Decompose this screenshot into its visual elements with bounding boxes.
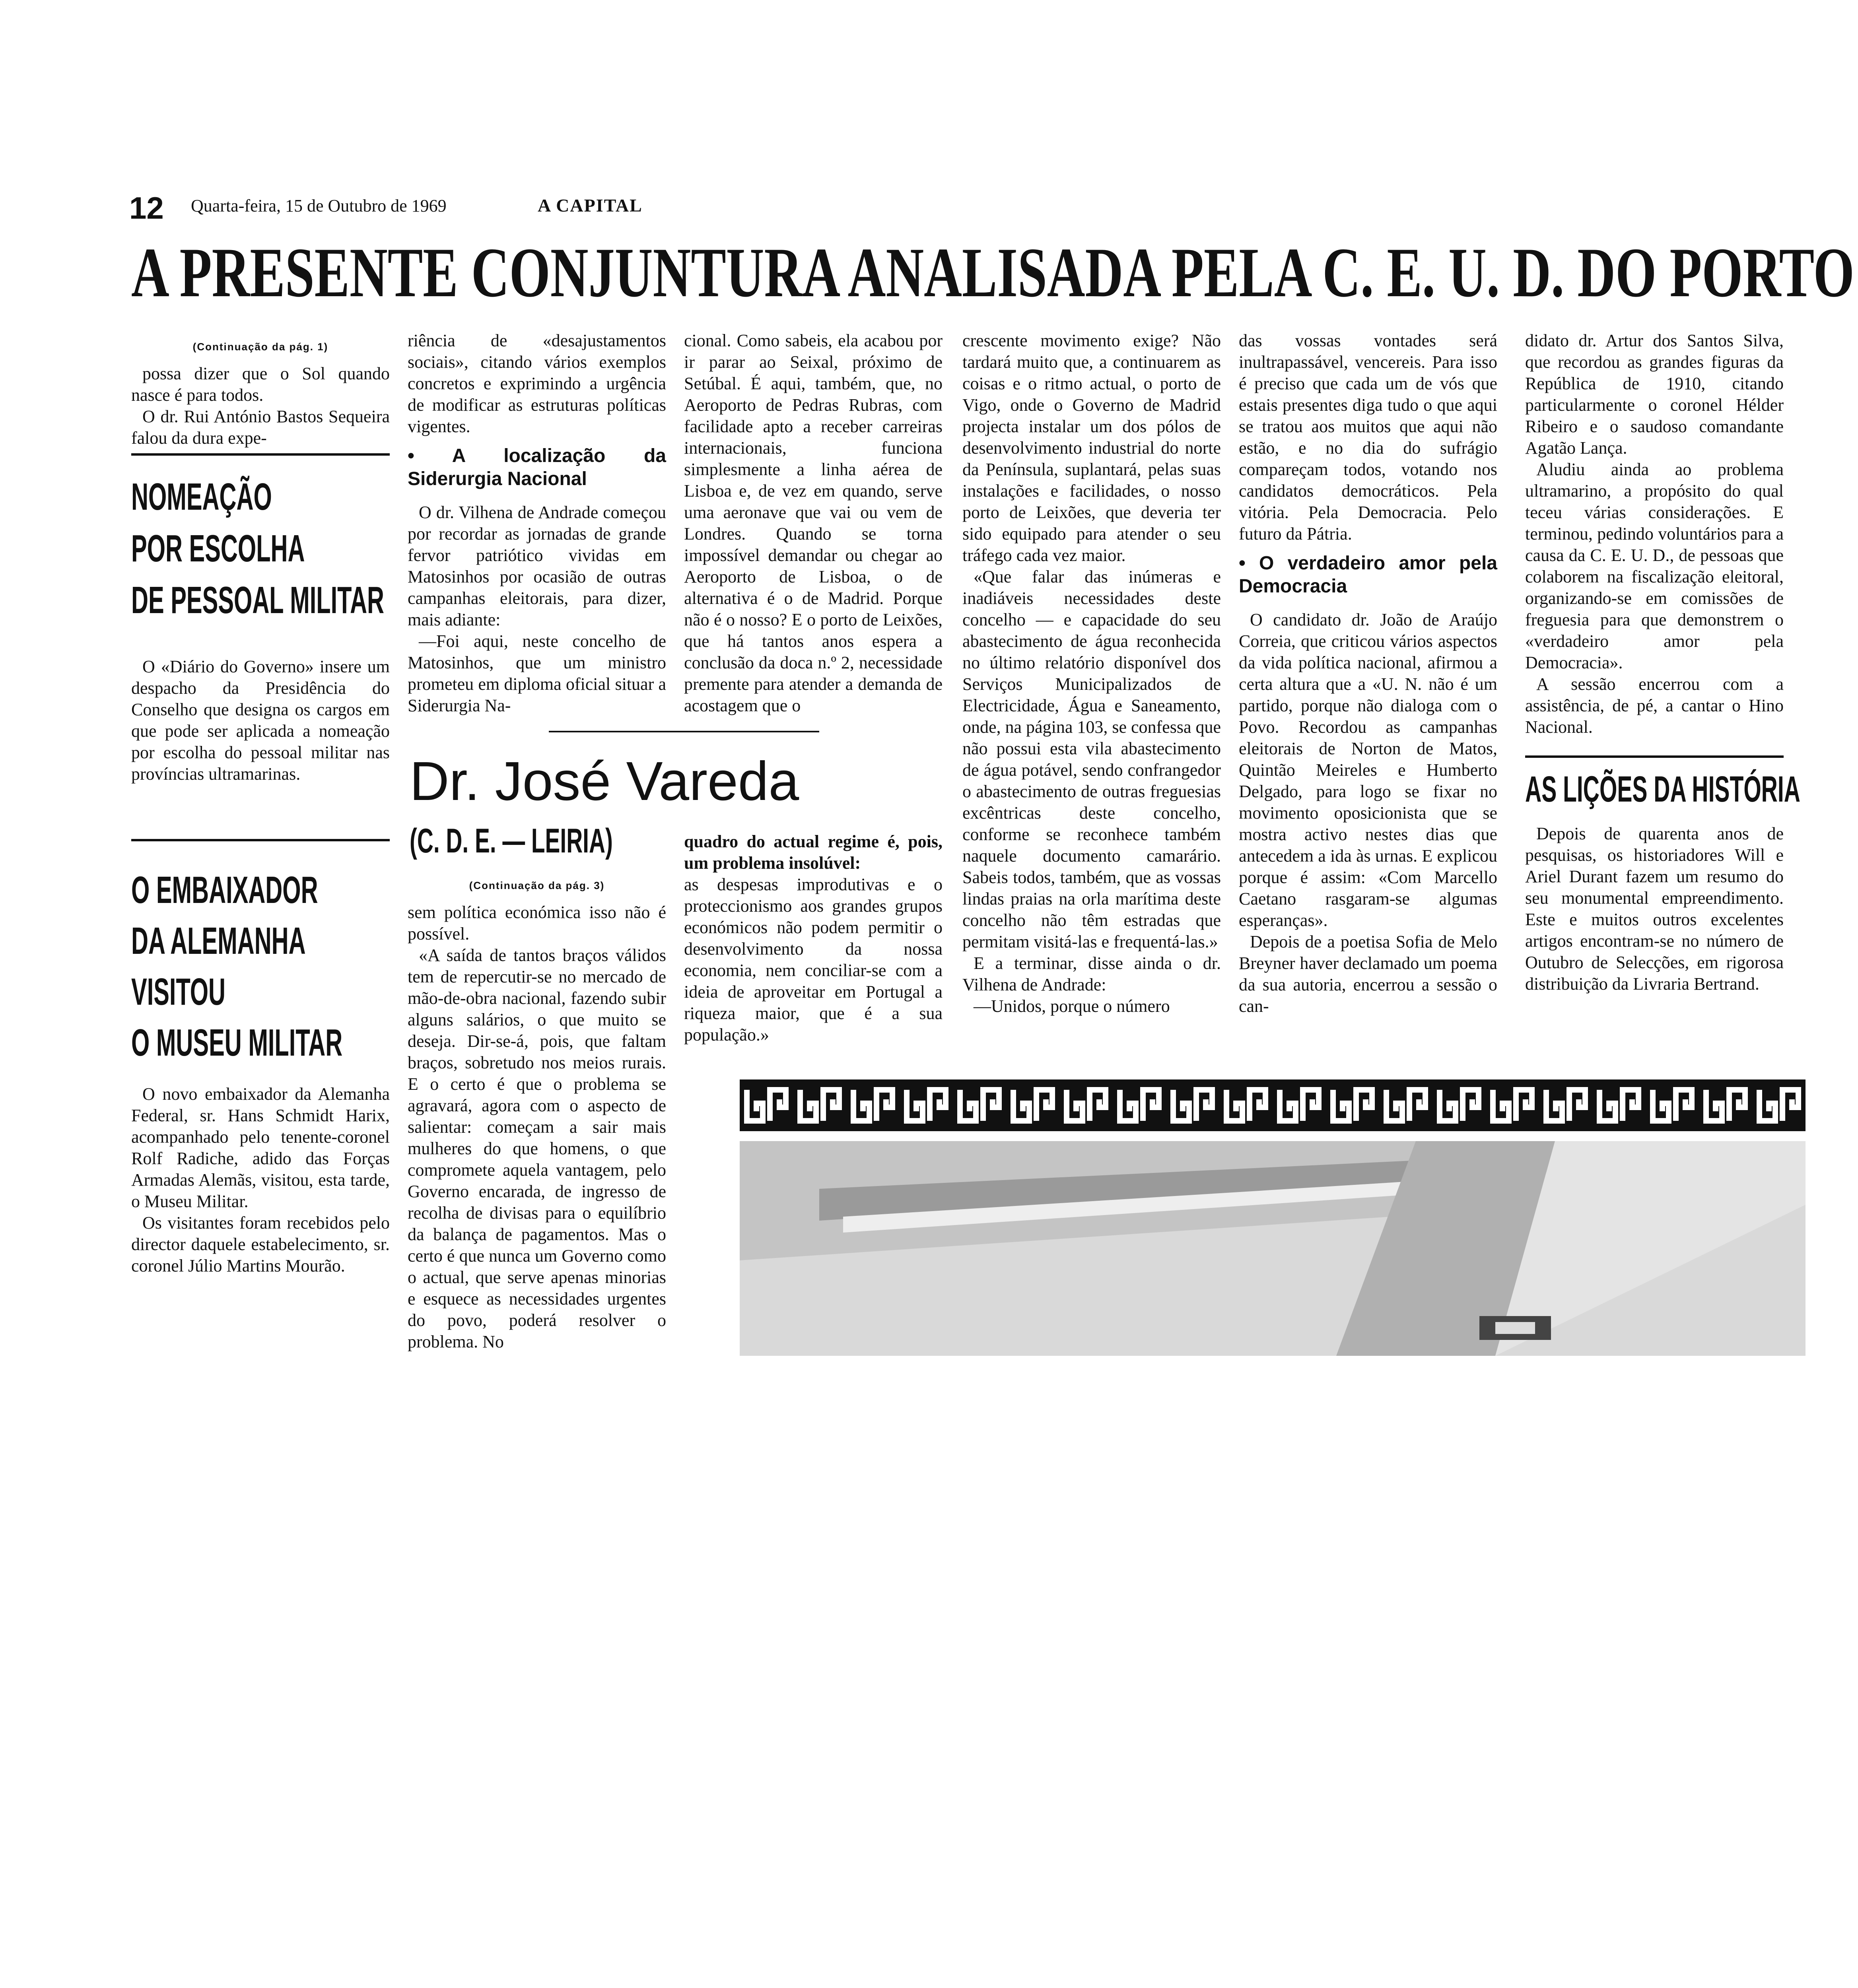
photo	[740, 1141, 1806, 1356]
headline: A PRESENTE CONJUNTURA ANALISADA PELA C. E. U. D. DO PORTO	[131, 233, 1854, 312]
page-number: 12	[129, 190, 164, 225]
paragraph: E a terminar, disse ainda o dr. Vilhena de Andrade:	[962, 953, 1221, 994]
embaixador-line: O EMBAIXADOR	[131, 869, 318, 911]
paragraph: O dr. Rui António Bastos Sequeira falou da dura expe-	[131, 407, 390, 448]
paragraph: O dr. Vilhena de Andrade começou por recordar as jornadas de grande fervor patriótico vividas em Matosinhos por ocasião de outras campanhas eleitorais, para dizer, mais adiante:	[408, 503, 666, 629]
paragraph: O novo embaixador da Alemanha Federal, sr. Hans Schmidt Harix, acompanhado pelo tenente-coronel Rolf Radiche, adido das Forças Armadas Alemãs, visitou, esta tarde, o Museu Militar.	[131, 1084, 390, 1211]
nomeacao-heading	[131, 471, 390, 626]
paragraph: crescente movimento exige? Não tardará muito que, a continuarem as coisas e o ritmo actual, o porto de Vigo, onde o Governo de Madrid projecta instalar um dos pólos de desenvolvimento industrial do norte da Península, suplantará, pelas suas instalações e facilidades, o nosso porto de Leixões, que deveria ter sido equipado para atender o seu tráfego cada vez maior.	[962, 331, 1221, 565]
subhead-democracia: • O verdadeiro amor pela Democracia	[1239, 553, 1497, 597]
paragraph: A sessão encerrou com a assistência, de pé, a cantar o Hino Nacional.	[1525, 674, 1784, 737]
continuation-note: (Continuação da pág. 3)	[469, 879, 605, 891]
paragraph: quadro do actual regime é, pois, um problema insolúvel:	[684, 832, 943, 873]
vareda-subtitle-wrap	[410, 821, 688, 865]
vareda-col-2	[684, 831, 943, 1046]
continuation-note: (Continuação da pág. 1)	[192, 341, 328, 353]
greek-key-pattern	[740, 1079, 1806, 1131]
vareda-title: Dr. José Vareda	[410, 751, 799, 812]
embaixador-line: VISITOU	[131, 971, 226, 1013]
paragraph: Depois de quarenta anos de pesquisas, os historiadores Will e Ariel Durant fazem um resumo do seu monumental empreendimento. Este e muitos outros excelentes artigos encontram-se no número de Outubro de Selecções, em rigorosa distribuição da Livraria Bertrand.	[1525, 824, 1784, 994]
divider	[131, 839, 390, 841]
issue-date: Quarta-feira, 15 de Outubro de 1969	[191, 196, 447, 215]
newspaper-name: A CAPITAL	[538, 195, 643, 215]
nomeacao-body	[131, 656, 390, 785]
embaixador-body	[131, 1083, 390, 1277]
paragraph: —Foi aqui, neste concelho de Matosinhos, que um ministro prometeu em diploma oficial situar a Siderurgia Na-	[408, 631, 666, 715]
paragraph: «Que falar das inúmeras e inadiáveis necessidades deste concelho — e capacidade do seu abastecimento de água reconhecida no último relatório disponível dos Serviços Municipalizados de Electricidade, Água e Saneamento, onde, na página 103, se confessa que não possui esta vila abastecimento de água potável, sendo confrangedor o abastecimento de outras freguesias excêntricas deste concelho, conforme se reconhece também naquele documento camarário. Sabeis todos, também, que as vossas lindas praias na orla marítima deste concelho não têm estradas que permitam visitá-las e frequentá-las.»	[962, 567, 1221, 951]
licoes-heading-wrap	[1525, 767, 1800, 811]
divider	[1525, 755, 1784, 758]
column-4	[962, 330, 1221, 1017]
vareda-col-1	[408, 875, 666, 1353]
paragraph: didato dr. Artur dos Santos Silva, que recordou as grandes figuras da República de 1910, citando particularmente o coronel Hélder Ribeiro e o saudoso comandante Agatão Lança.	[1525, 331, 1784, 458]
paragraph: —Unidos, porque o número	[974, 996, 1170, 1016]
paragraph: «A saída de tantos braços válidos tem de repercutir-se no mercado de mão-de-obra nacional, fazendo subir alguns salários, o que muito se deseja. Dir-se-á, pois, que faltam braços, sobretudo nos meios rurais. E o certo é que o problema se agravará, agora com o aspecto de salientar: começam a sair mais mulheres do que homens, o que compromete aquela vantagem, pelo Governo encarada, de ingresso de recolha de divisas para o equilíbrio da balança de pagamentos. Mas o certo é que nunca um Governo como o actual, que serve apenas minorias e esquece as necessidades urgentes do povo, poderá resolver o problema. No	[408, 945, 666, 1351]
paragraph: cional. Como sabeis, ela acabou por ir parar ao Seixal, próximo de Setúbal. É aqui, também, que, no Aeroporto de Pedras Rubras, com facilidade apto a receber carreiras internacionais, funciona simplesmente a linha aérea de Lisboa e, de vez em quando, serve uma aeronave que vai ou vem de Londres. Quando se torna impossível demandar ou chegar ao Aeroporto de Lisboa, o de alternativa é o de Madrid. Porque não é o nosso? E o porto de Leixões, que há tantos anos espera a conclusão da doca n.º 2, necessidade premente para atender a demanda de acostagem que o	[684, 331, 943, 715]
divider	[131, 453, 390, 456]
headline-wrap	[131, 233, 1854, 314]
nomeacao-line: DE PESSOAL MILITAR	[131, 579, 385, 621]
column-2	[408, 330, 666, 716]
paragraph: O «Diário do Governo» insere um despacho da Presidência do Conselho que designa os cargos em que pode ser aplicada a nomeação por escolha do pessoal militar nas províncias ultramarinas.	[131, 657, 390, 784]
paragraph: Aludiu ainda ao problema ultramarino, a propósito do qual teceu várias considerações. E terminou, pedindo voluntários para a causa da C. E. U. D., de pessoas que colaborem na fiscalização eleitoral, organizando-se em comissões de freguesia para que demonstrem o «verdadeiro amor pela Democracia».	[1525, 460, 1784, 672]
paragraph: das vossas vontades será inultrapassável, vencereis. Para isso é preciso que cada um de vós que estais presentes diga tudo o que aqui se tratou aos muitos que aqui não estão, e no dia do sufrágio compareçam todos, votando nos candidatos democráticos. Pela vitória. Pela Democracia. Pelo futuro da Pátria.	[1239, 331, 1497, 544]
embaixador-heading	[131, 865, 390, 1068]
nomeacao-line: POR ESCOLHA	[131, 527, 305, 570]
vareda-subtitle: (C. D. E. — LEIRIA)	[410, 822, 613, 860]
paragraph: possa dizer que o Sol quando nasce é para todos.	[131, 364, 390, 405]
column-6	[1525, 330, 1784, 738]
divider	[549, 731, 819, 732]
licoes-body	[1525, 823, 1784, 995]
paragraph: sem política económica isso não é possível.	[408, 903, 666, 944]
embaixador-line: DA ALEMANHA	[131, 920, 306, 962]
paragraph: as despesas improdutivas e o proteccionismo aos grandes grupos económicos não podem permitir o desenvolvimento da nossa economia, nem conciliar-se com a ideia de aproveitar em Portugal a riqueza maior, que é a sua população.»	[684, 875, 943, 1044]
licoes-heading: AS LIÇÕES DA HISTÓRIA	[1525, 769, 1800, 810]
embaixador-line: O MUSEU MILITAR	[131, 1021, 343, 1064]
greek-key-border	[740, 1079, 1806, 1131]
column-3	[684, 330, 943, 716]
column-1	[131, 336, 390, 449]
paragraph: O candidato dr. João de Araújo Correia, que criticou vários aspectos da vida política nacional, afirmou a certa altura que a «U. N. não é um partido, porque não dialoga com o Povo. Recordou as campanhas eleitorais de Norton de Matos, Quintão Meireles e Humberto Delgado, para logo se fixar no movimento oposicionista que se mostra activo nestes dias que antecedem a ida às urnas. E explicou porque é assim: «Com Marcello Caetano rasgaram-se algumas esperanças».	[1239, 610, 1497, 930]
paragraph: riência de «desajustamentos sociais», citando vários exemplos concretos e exprimindo a urgência de modificar as estruturas políticas vigentes.	[408, 331, 666, 436]
subhead-siderurgia: • A localização da Siderurgia Nacional	[408, 445, 666, 489]
ceiling-photo	[740, 1141, 1806, 1356]
paragraph: Depois de a poetisa Sofia de Melo Breyner haver declamado um poema da sua autoria, encerrou a sessão o can-	[1239, 932, 1497, 1016]
paragraph: Os visitantes foram recebidos pelo director daquele estabelecimento, sr. coronel Júlio Martins Mourão.	[131, 1213, 390, 1276]
column-5	[1239, 330, 1497, 1017]
nomeacao-line: NOMEAÇÃO	[131, 476, 272, 518]
